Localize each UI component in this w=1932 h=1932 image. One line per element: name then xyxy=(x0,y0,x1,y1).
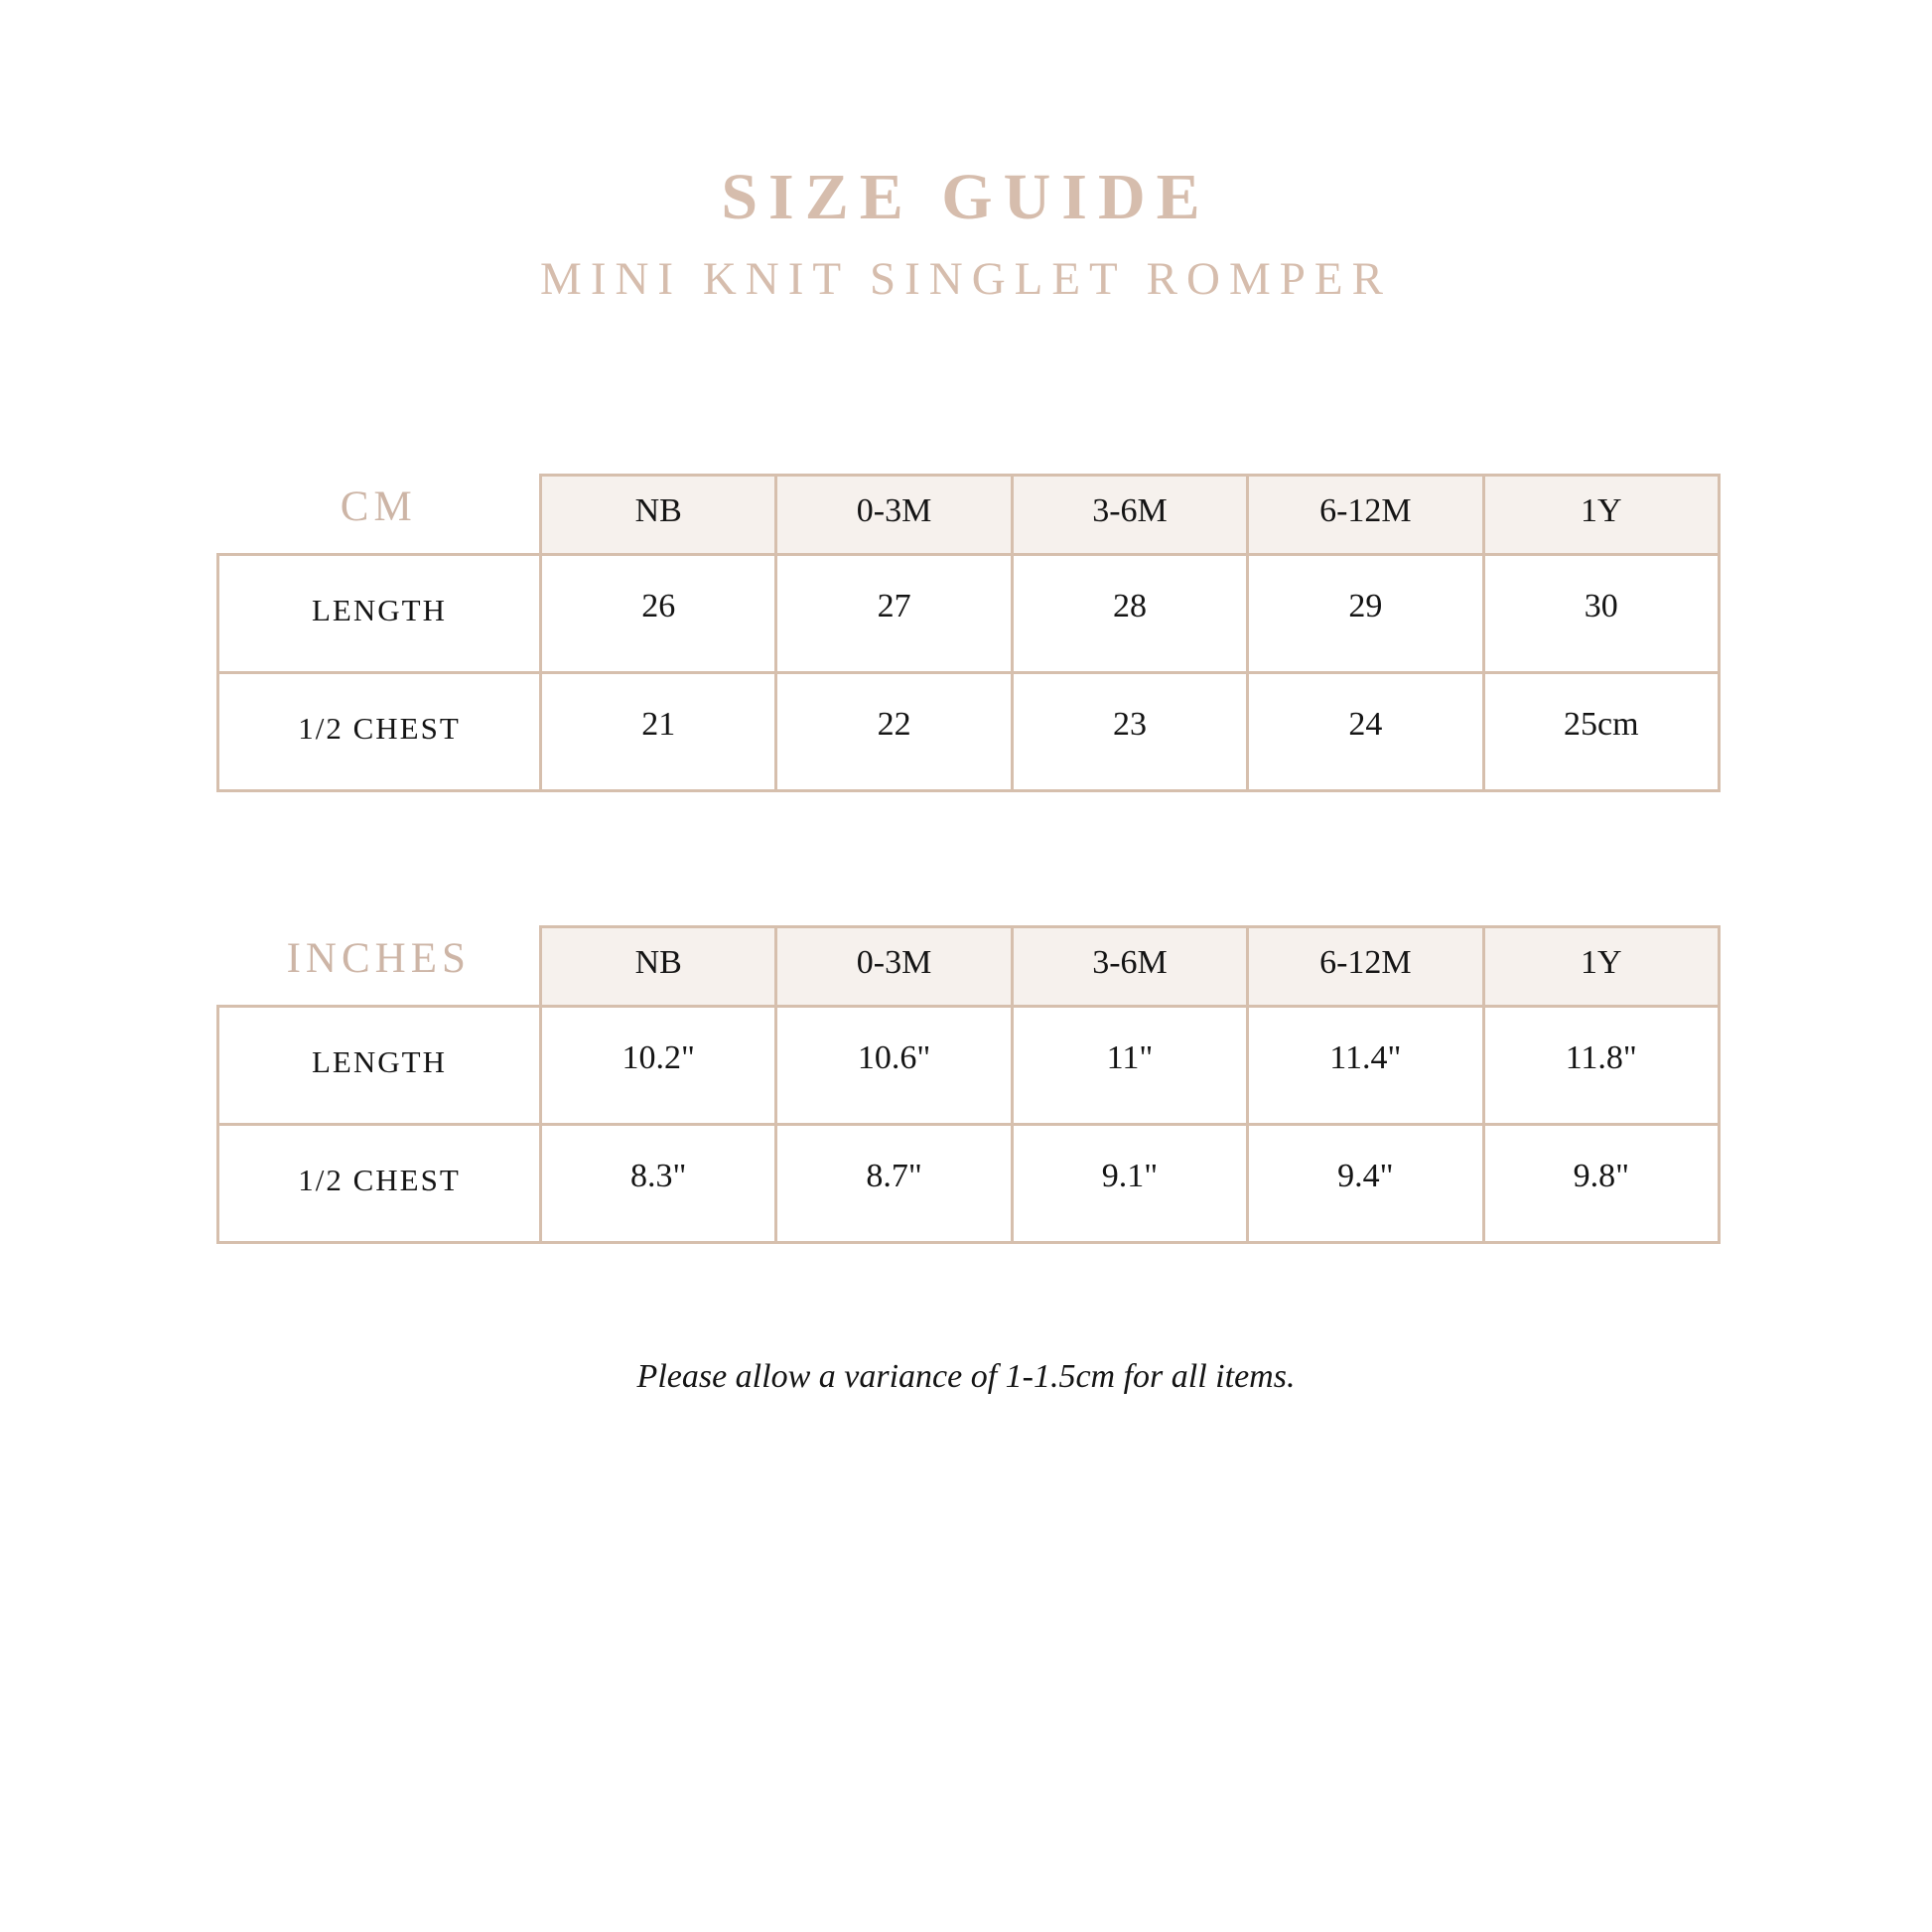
measurement-value: 8.3" xyxy=(541,1125,776,1243)
measurement-value: 28 xyxy=(1012,555,1247,673)
inches-size-table-section xyxy=(216,925,1718,1244)
column-header-nb: NB xyxy=(541,927,776,1007)
measurement-value: 11.8" xyxy=(1483,1007,1719,1125)
unit-label-cm: CM xyxy=(340,483,417,531)
measurement-value: 25cm xyxy=(1483,673,1719,791)
table-row-1-2-chest xyxy=(218,1125,1720,1243)
column-header-3-6m: 3-6M xyxy=(1012,927,1247,1007)
variance-note: Please allow a variance of 1-1.5cm for all items. xyxy=(636,1358,1296,1395)
page-title: SIZE GUIDE xyxy=(721,161,1211,233)
page-header xyxy=(0,0,1932,307)
column-header-0-3m: 0-3M xyxy=(776,927,1012,1007)
row-label-1-2-chest: 1/2 CHEST xyxy=(218,1125,541,1243)
measurement-value: 26 xyxy=(541,555,776,673)
row-label-length: LENGTH xyxy=(218,1007,541,1125)
column-header-nb: NB xyxy=(541,476,776,555)
measurement-value: 9.1" xyxy=(1012,1125,1247,1243)
column-header-6-12m: 6-12M xyxy=(1248,476,1483,555)
column-header-6-12m: 6-12M xyxy=(1248,927,1483,1007)
measurement-value: 24 xyxy=(1248,673,1483,791)
measurement-value: 29 xyxy=(1248,555,1483,673)
column-header-3-6m: 3-6M xyxy=(1012,476,1247,555)
size-table-cm xyxy=(216,474,1721,792)
measurement-value: 9.4" xyxy=(1248,1125,1483,1243)
unit-label-inches: INCHES xyxy=(286,935,471,983)
measurement-value: 10.2" xyxy=(541,1007,776,1125)
cm-size-table-section xyxy=(216,474,1718,792)
measurement-value: 22 xyxy=(776,673,1012,791)
measurement-value: 11.4" xyxy=(1248,1007,1483,1125)
table-row-length xyxy=(218,555,1720,673)
table-row-length xyxy=(218,1007,1720,1125)
product-name-subtitle: MINI KNIT SINGLET ROMPER xyxy=(540,252,1392,305)
row-label-length: LENGTH xyxy=(218,555,541,673)
measurement-value: 10.6" xyxy=(776,1007,1012,1125)
table-row-1-2-chest xyxy=(218,673,1720,791)
measurement-value: 8.7" xyxy=(776,1125,1012,1243)
size-table-inches xyxy=(216,925,1721,1244)
measurement-value: 11" xyxy=(1012,1007,1247,1125)
column-header-1y: 1Y xyxy=(1483,476,1719,555)
row-label-1-2-chest: 1/2 CHEST xyxy=(218,673,541,791)
column-header-1y: 1Y xyxy=(1483,927,1719,1007)
measurement-value: 21 xyxy=(541,673,776,791)
measurement-value: 30 xyxy=(1483,555,1719,673)
measurement-value: 27 xyxy=(776,555,1012,673)
measurement-value: 23 xyxy=(1012,673,1247,791)
column-header-0-3m: 0-3M xyxy=(776,476,1012,555)
measurement-value: 9.8" xyxy=(1483,1125,1719,1243)
